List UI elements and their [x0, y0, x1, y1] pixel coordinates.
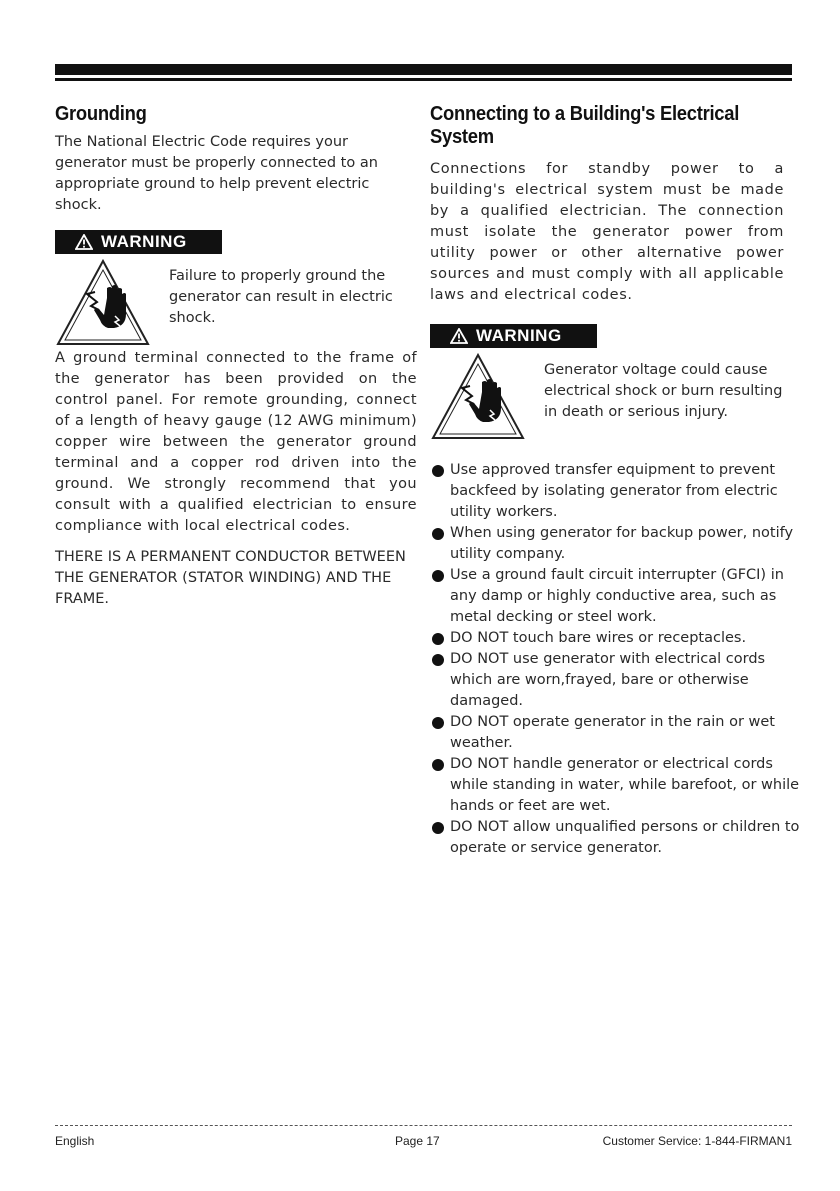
electric-shock-hazard-icon	[430, 352, 526, 442]
connecting-intro: Connections for standby power to a building's electrical system must be made by a qualified electrician. The connection must isolate the generator power from utility power or other alternative power sources and must comply with all applicable laws and electrical codes.	[430, 161, 784, 303]
list-item	[430, 754, 802, 817]
connecting-warning-banner	[430, 324, 597, 348]
grounding-title: Grounding	[55, 103, 147, 125]
warning-triangle-icon	[450, 328, 468, 344]
grounding-intro: The National Electric Code requires your generator must be properly connected to an appropriate ground to help prevent electric shock.	[55, 134, 378, 213]
header-rule-thick	[55, 64, 792, 75]
bullet-dot-icon	[432, 465, 444, 477]
electric-shock-hazard-icon	[55, 258, 151, 348]
grounding-warning-label: WARNING	[101, 232, 187, 251]
bullet-dot-icon	[432, 822, 444, 834]
list-item	[430, 712, 802, 754]
bullet-dot-icon	[432, 570, 444, 582]
bullet-dot-icon	[432, 759, 444, 771]
grounding-note: THERE IS A PERMANENT CONDUCTOR BETWEEN THE GENERATOR (STATOR WINDING) AND THE FRAME.	[55, 549, 406, 607]
list-item	[430, 649, 802, 712]
list-item	[430, 565, 802, 628]
connecting-warning-text: Generator voltage could cause electrical shock or burn resulting in death or serious injury.	[544, 362, 783, 420]
list-item	[430, 628, 802, 649]
grounding-section	[55, 103, 417, 610]
connecting-warning-label: WARNING	[476, 326, 562, 345]
connecting-title: Connecting to a Building's Electrical System	[430, 103, 740, 148]
bullet-text: DO NOT allow unqualified persons or children to operate or service generator.	[450, 819, 800, 856]
header-rule-thin	[55, 78, 792, 81]
connecting-warning-block	[430, 352, 802, 442]
bullet-text: When using generator for backup power, notify utility company.	[450, 525, 794, 562]
footer-divider	[55, 1125, 792, 1126]
grounding-body: A ground terminal connected to the frame of the generator has been provided on the control panel. For remote grounding, connect of a length of heavy gauge (12 AWG minimum) copper wire between the generator ground terminal and a copper rod driven into the ground. We strongly recommend that you consult with a qualified electrician to ensure compliance with local electrical codes.	[55, 350, 417, 534]
footer-customer-service: Customer Service: 1-844-FIRMAN1	[602, 1134, 792, 1148]
warning-triangle-icon	[75, 234, 93, 250]
grounding-warning-text: Failure to properly ground the generator can result in electric shock.	[169, 268, 393, 326]
bullet-dot-icon	[432, 633, 444, 645]
bullet-text: Use a ground fault circuit interrupter (GFCI) in any damp or highly conductive area, such as metal decking or steel work.	[450, 567, 784, 625]
list-item	[430, 460, 802, 523]
bullet-text: Use approved transfer equipment to prevent backfeed by isolating generator from electric utility workers.	[450, 462, 778, 520]
grounding-warning-banner	[55, 230, 222, 254]
connecting-section	[430, 103, 802, 859]
page-footer	[55, 1134, 792, 1150]
bullet-dot-icon	[432, 528, 444, 540]
bullet-text: DO NOT handle generator or electrical cords while standing in water, while barefoot, or while hands or feet are wet.	[450, 756, 800, 814]
list-item	[430, 523, 802, 565]
footer-page-number: Page 17	[395, 1134, 440, 1148]
footer-language: English	[55, 1134, 95, 1148]
bullet-text: DO NOT use generator with electrical cords which are worn,frayed, bare or otherwise damaged.	[450, 651, 766, 709]
bullet-dot-icon	[432, 717, 444, 729]
list-item	[430, 817, 802, 859]
grounding-warning-block	[55, 258, 417, 348]
bullet-text: DO NOT touch bare wires or receptacles.	[450, 630, 747, 646]
safety-bullet-list	[430, 460, 802, 859]
bullet-dot-icon	[432, 654, 444, 666]
bullet-text: DO NOT operate generator in the rain or wet weather.	[450, 714, 775, 751]
